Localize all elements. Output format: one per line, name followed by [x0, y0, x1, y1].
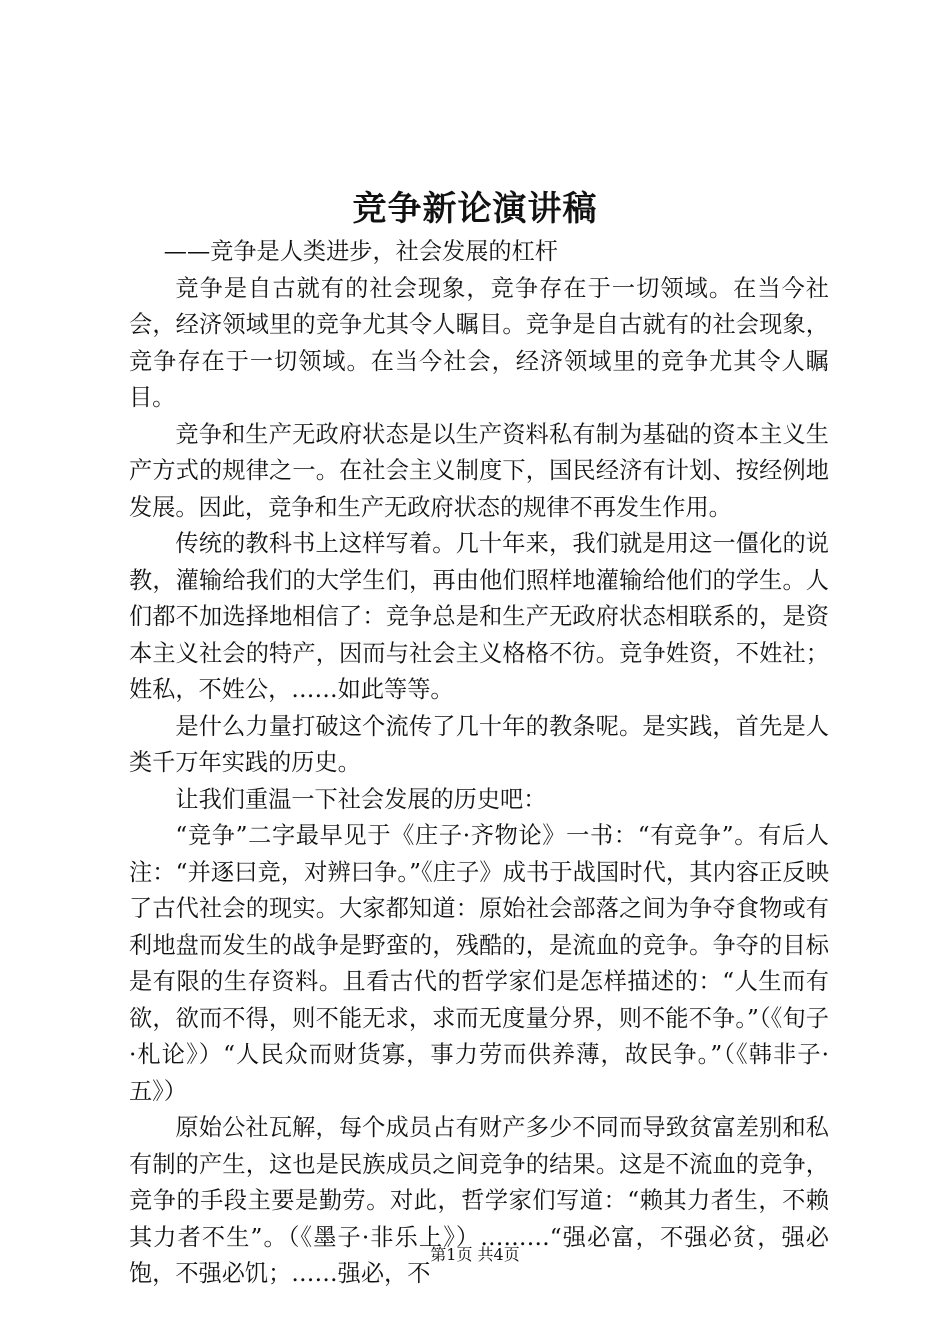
document-subtitle: ——竞争是人类进步，社会发展的杠杆: [163, 238, 558, 265]
document-title: 竞争新论演讲稿: [352, 189, 598, 229]
page-number: 第1页 共4页: [430, 1245, 520, 1264]
paragraph: 竞争是自古就有的社会现象，竞争存在于一切领域。在当今社会，经济领域里的竞争尤其令人瞩目。竞争是自古就有的社会现象，竞争存在于一切领域。在当今社会，经济领域里的竞争尤其令人瞩目。: [129, 274, 829, 411]
document-body: [129, 234, 829, 1293]
paragraph: 竞争和生产无政府状态是以生产资料私有制为基础的资本主义生产方式的规律之一。在社会主义制度下，国民经济有计划、按经例地发展。因此，竞争和生产无政府状态的规律不再发生作用。: [129, 420, 829, 521]
paragraph: 传统的教科书上这样写着。几十年来，我们就是用这一僵化的说教，灌输给我们的大学生们，再由他们照样地灌输给他们的学生。人们都不加选择地相信了：竞争总是和生产无政府状态相联系的，是资本主义社会的特产，因而与社会主义格格不彷。竞争姓资，不姓社；姓私，不姓公，……如此等等。: [129, 530, 829, 703]
paragraph: 是什么力量打破这个流传了几十年的教条呢。是实践，首先是人类千万年实践的历史。: [129, 712, 829, 776]
paragraph: “竞争”二字最早见于《庄子·齐物论》一书：“有竞争”。有后人注：“并逐曰竞，对辨曰争。”《庄子》成书于战国时代，其内容正反映了古代社会的现实。大家都知道：原始社会部落之间为争夺食物或有利地盘而发生的战争是野蛮的，残酷的，是流血的竞争。争夺的目标是有限的生存资料。且看古代的哲学家们是怎样描述的：“人生而有欲，欲而不得，则不能无求，求而无度量分界，则不能不争。”（《旬子·札论》）“人民众而财货寡，事力劳而供养薄，故民争。”（《韩非子·五》）: [129, 822, 829, 1105]
paragraph: 原始公社瓦解，每个成员占有财产多少不同而导致贫富差别和私有制的产生，这也是民族成员之间竞争的结果。这是不流血的竞争，竞争的手段主要是勤劳。对此，哲学家们写道：“赖其力者生，不赖其力者不生”。（《墨子·非乐上》）………“强必富，不强必贫，强必饱，不强必饥；……强必，不: [129, 1114, 829, 1287]
paragraph: 让我们重温一下社会发展的历史吧：: [175, 785, 547, 813]
